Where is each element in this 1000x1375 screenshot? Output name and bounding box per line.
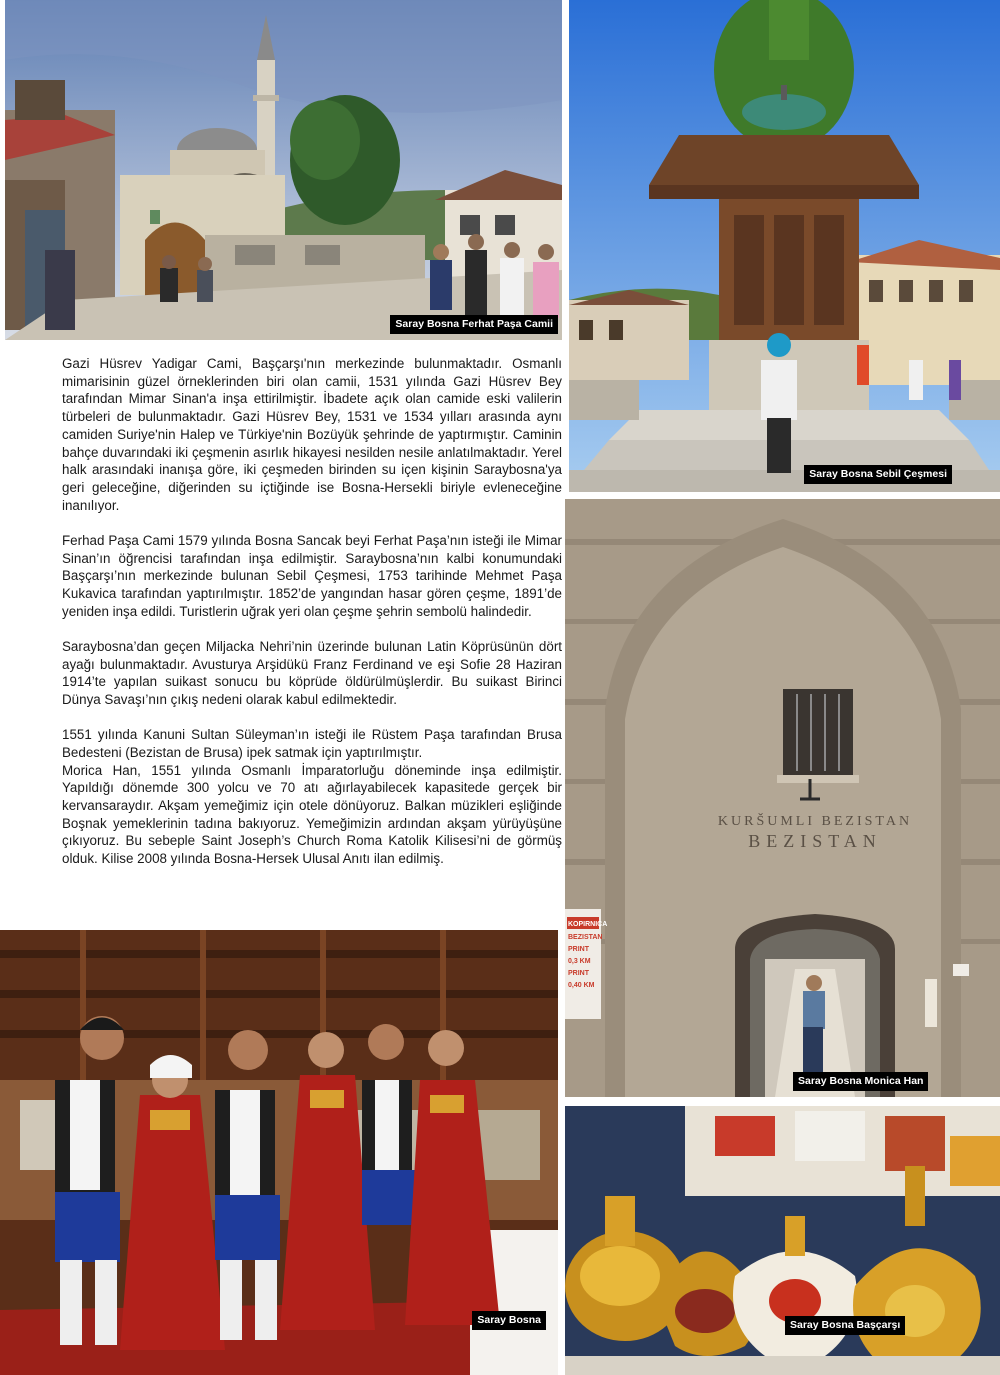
mosque-scene-illustration [5,0,562,340]
article-paragraph: 1551 yılında Kanuni Sultan Süleyman’ın isteği ile Rüstem Paşa tarafından Brusa Bedesteni (Bezistan de Brusa) ipek satmak için yaptırılmıştır. Morica Han, 1551 yılında Osmanlı İmparatorluğu döneminde inşa edilmiştir. Yapıldığı dönemde 300 yolcu ve 70 atı ağırlayabilecek kapasitede gerçek bir kervansaraydır. Akşam yemeğimiz için otele dönüyoruz. Balkan müzikleri eşliğinde Boşnak yemeklerinin tadına bakıyoruz. Yemeğimizin ardından akşam yürüyüşüne çıkıyoruz. Bu sebeple Saint Joseph’s Church Roma Katolik Kilisesi’ni de görmüş olduk. Kilise 2008 yılında Bosna-Hersek Ulusal Anıtı ilan edilmiş. [62,727,562,867]
article-body [62,355,562,868]
sign-text: BEZISTAN [748,831,882,851]
ottoman-lamps-illustration [565,1106,1000,1375]
photo-caption: Saray Bosna Ferhat Paşa Camii [390,315,558,334]
article-paragraph: Saraybosna’dan geçen Miljacka Nehri’nin üzerinde bulunan Latin Köprüsünün dört ayağı bulunmaktadır. Avusturya Arşidükü Franz Ferdinand ve eşi Sofie 28 Haziran 1914’te yapılan suikast sonucu bu köprüde öldürülmüşlerdir. Bu suikast Birinci Dünya Savaşı’nın çıkış nedeni olarak kabul edilmektedir. [62,638,562,707]
photo-saray-bosna-dancers [0,930,558,1375]
sign-over-text: KURŠUMLI BEZISTAN [717,814,913,829]
photo-caption: Saray Bosna Başçarşı [785,1316,905,1335]
photo-caption: Saray Bosna [472,1311,546,1330]
poster-text: 0,40 KM [568,982,595,989]
poster-text: KOPIRNICA [568,921,608,928]
article-paragraph: Gazi Hüsrev Yadigar Cami, Başçarşı'nın merkezinde bulunmaktadır. Osmanlı mimarisinin güzel örneklerinden biri olan camii, 1531 yılında Gazi Hüsrev Bey tarafından Mimar Sinan'a inşa ettirilmiştir. İbadete açık olan camide eski valilerin türbeleri de bulunmaktadır. Gazi Hüsrev Bey, 1531 ve 1534 yılları arasında aynı camiden Suriye'nin Halep ve Türkiye'nin Bozüyük şehrinde de yaptırmıştır. Caminin bahçe duvarındaki iki çeşmenin asırlık hikayesi nesilden nesile anlatılmaktadır. Yerel halk arasındaki inanışa göre, iki çeşmeden birinden su içen kişinin Saraybosna'ya geri geleceğine, diğerinden su içtiğinde ise Bosna-Hersekli biriyle evleneceğine inanılıyor. [62,356,562,513]
photo-bascarsi [565,1106,1000,1375]
photo-ferhat-pasa-camii [5,0,562,340]
folk-dancers-illustration [0,930,558,1375]
article-paragraph: Ferhad Paşa Cami 1579 yılında Bosna Sancak beyi Ferhat Paşa’nın isteği ile Mimar Sinan’ın öğrencisi tarafından inşa edilmiştir. Saraybosna’nın kalbi konumundaki Başçarşı’nın merkezinde bulunan Sebil Çeşmesi, 1753 tarihinde Mehmet Paşa Kukavica tarafından yaptırılmıştır. 1852’de yangından hasar gören çeşme, 1891’de yeniden inşa edildi. Turistlerin uğrak yeri olan çeşme şehrin sembolü halindedir. [62,532,562,619]
poster-text: 0,3 KM [568,958,591,965]
sebil-fountain-illustration [569,0,1000,492]
poster-text: PRINT [568,970,589,977]
poster-text: PRINT [568,946,589,953]
photo-caption: Saray Bosna Sebil Çeşmesi [804,465,952,484]
poster-text: BEZISTAN [568,934,603,941]
photo-sebil-cesmesi [569,0,1000,492]
photo-monica-han [565,499,1000,1097]
photo-caption: Saray Bosna Monica Han [793,1072,928,1091]
bezistan-facade-illustration [565,499,1000,1097]
